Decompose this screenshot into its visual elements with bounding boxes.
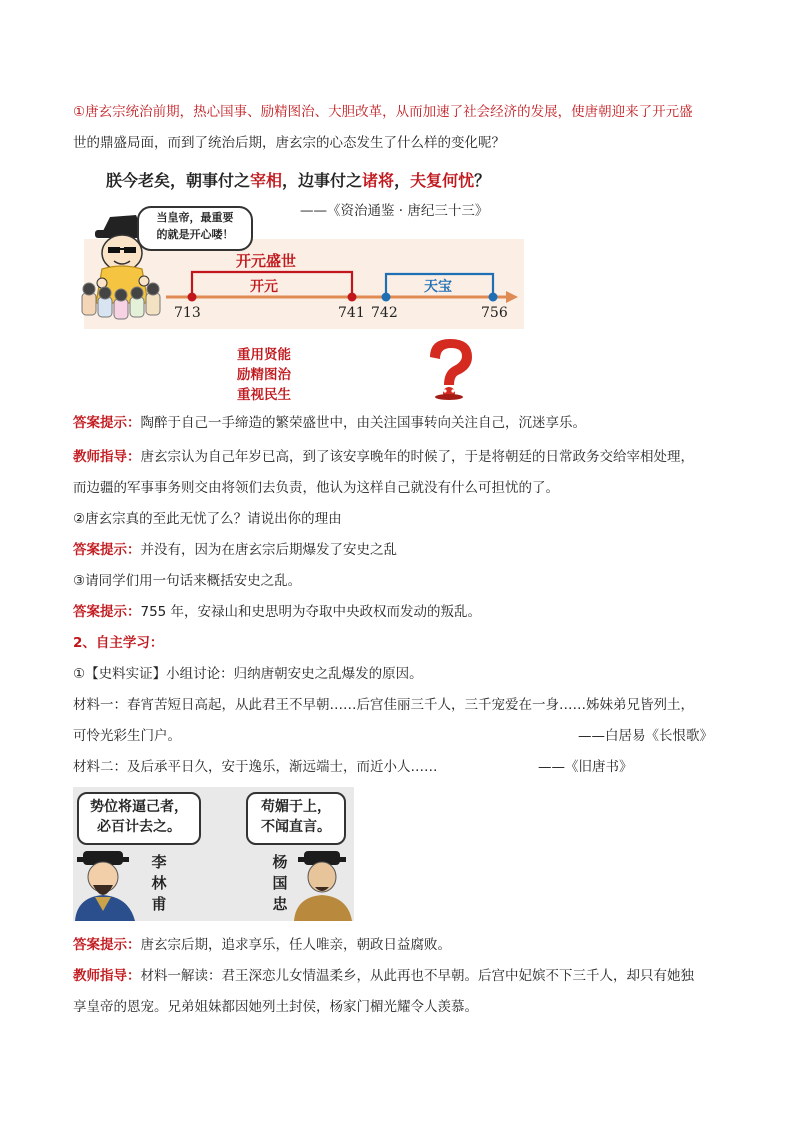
quote-highlight-no-worries: 夫复何忧 (410, 171, 475, 190)
emperor-quote (106, 168, 490, 191)
bubble-line: 势位将逼己者， (90, 799, 188, 815)
trait-item: 励精图治 (237, 367, 291, 383)
point-756 (489, 293, 498, 302)
answer-text: 755 年，安禄山和史思明为夺取中央政权而发动的叛乱。 (140, 604, 482, 620)
year-label: 741 (338, 305, 365, 321)
li-linfu-speech-bubble (77, 792, 201, 845)
name-char: 国 (272, 874, 288, 892)
answer-hint-2 (73, 540, 397, 560)
name-char: 杨 (272, 853, 288, 871)
material-2-source: ——《旧唐书》 (538, 759, 633, 775)
year-label: 713 (174, 305, 201, 321)
trait-item: 重视民生 (237, 387, 291, 403)
name-char: 甫 (151, 895, 167, 913)
point-713 (188, 293, 197, 302)
answer-label: 答案提示： (73, 604, 141, 620)
material-1-line2: 可怜光彩生门户。 (73, 728, 181, 744)
year-label: 742 (371, 305, 398, 321)
answer-text: 并没有，因为在唐玄宗后期爆发了安史之乱 (140, 542, 397, 558)
name-char: 李 (151, 853, 167, 871)
section-heading: 2、自主学习： (73, 635, 164, 651)
teacher-guide-1-line1 (73, 447, 694, 467)
guide-label: 教师指导： (73, 968, 141, 984)
timeline-chart (84, 239, 524, 329)
quote-part: ，边事付之 (282, 171, 363, 190)
guide-text: 材料一解读：君王深恋儿女情温柔乡，从此再也不早朝。后宫中妃嫔不下三千人，却只有她独 (140, 968, 694, 984)
timeline-arrowhead (506, 291, 518, 303)
point-742 (382, 293, 391, 302)
answer-text: 陶醉于自己一手缔造的繁荣盛世中，由关注国事转向关注自己，沉迷享乐。 (140, 415, 586, 431)
question-2: ②唐玄宗真的至此无忧了么？请说出你的理由 (73, 511, 342, 527)
yang-guozhong-portrait-icon (288, 845, 354, 921)
material-1-line1: 材料一：春宵苦短日高起，从此君王不早朝……后宫佳丽三千人，三千宠爱在一身……姊妹弟兄皆列土， (73, 697, 694, 713)
quote-part: 朕今老矣，朝事付之 (106, 171, 251, 190)
question-3: ③请同学们用一句话来概括安史之乱。 (73, 573, 302, 589)
year-label: 756 (481, 305, 508, 321)
question-1-line2: 世的鼎盛局面，而到了统治后期，唐玄宗的心态发生了什么样的变化呢？ (73, 135, 505, 151)
name-char: 忠 (272, 895, 288, 913)
answer-hint-4 (73, 935, 451, 955)
answer-hint-1 (73, 413, 586, 433)
answer-label: 答案提示： (73, 542, 141, 558)
material-2: 材料二：及后承平日久，安于逸乐，渐远端士，而近小人…… (73, 759, 438, 775)
quote-highlight-generals: 诸将 (362, 171, 395, 190)
point-741 (348, 293, 357, 302)
quote-part: ？ (474, 171, 491, 190)
quote-source: ——《资治通鉴 · 唐纪三十三》 (300, 203, 489, 219)
bubble-line: 必百计去之。 (97, 819, 181, 835)
answer-hint-3 (73, 602, 481, 622)
bubble-line: 苟媚于上， (261, 799, 331, 815)
bubble-line: 的就是开心喽！ (156, 228, 234, 241)
answer-label: 答案提示： (73, 937, 141, 953)
answer-text: 唐玄宗后期，追求享乐，任人唯亲，朝政日益腐败。 (140, 937, 451, 953)
tianbao-label: 天宝 (424, 279, 452, 295)
trait-item: 重用贤能 (237, 347, 291, 363)
question-mark-icon (420, 335, 480, 403)
era-label: 开元盛世 (236, 252, 297, 270)
li-linfu-portrait-icon (73, 845, 153, 921)
answer-label: 答案提示： (73, 415, 141, 431)
name-char: 林 (151, 874, 167, 892)
bubble-line: 不闻直言。 (261, 819, 331, 835)
guide-text: 唐玄宗认为自己年岁已高，到了该安享晚年的时候了，于是将朝廷的日常政务交给宰相处理， (140, 449, 694, 465)
group-discussion: ①【史料实证】小组讨论：归纳唐朝安史之乱爆发的原因。 (73, 666, 423, 682)
material-1-source: ——白居易《长恨歌》 (578, 728, 713, 744)
question-1-line1: ①唐玄宗统治前期，热心国事、励精图治、大胆改革，从而加速了社会经济的发展，使唐朝迎来了开元盛 (73, 104, 693, 120)
teacher-guide-1-line2: 而边疆的军事事务则交由将领们去负责，他认为这样自己就没有什么可担忧的了。 (73, 480, 559, 496)
bubble-line: 当皇帝，最重要 (156, 211, 234, 224)
quote-highlight-prime-minister: 宰相 (250, 171, 283, 190)
quote-part: ， (394, 171, 411, 190)
yang-guozhong-speech-bubble (246, 792, 346, 845)
kaiyuan-label: 开元 (250, 279, 278, 295)
teacher-guide-2-line1 (73, 966, 694, 986)
guide-label: 教师指导： (73, 449, 141, 465)
teacher-guide-2-line2: 享皇帝的恩宠。兄弟姐妹都因她列土封侯，杨家门楣光耀令人羡慕。 (73, 999, 478, 1015)
